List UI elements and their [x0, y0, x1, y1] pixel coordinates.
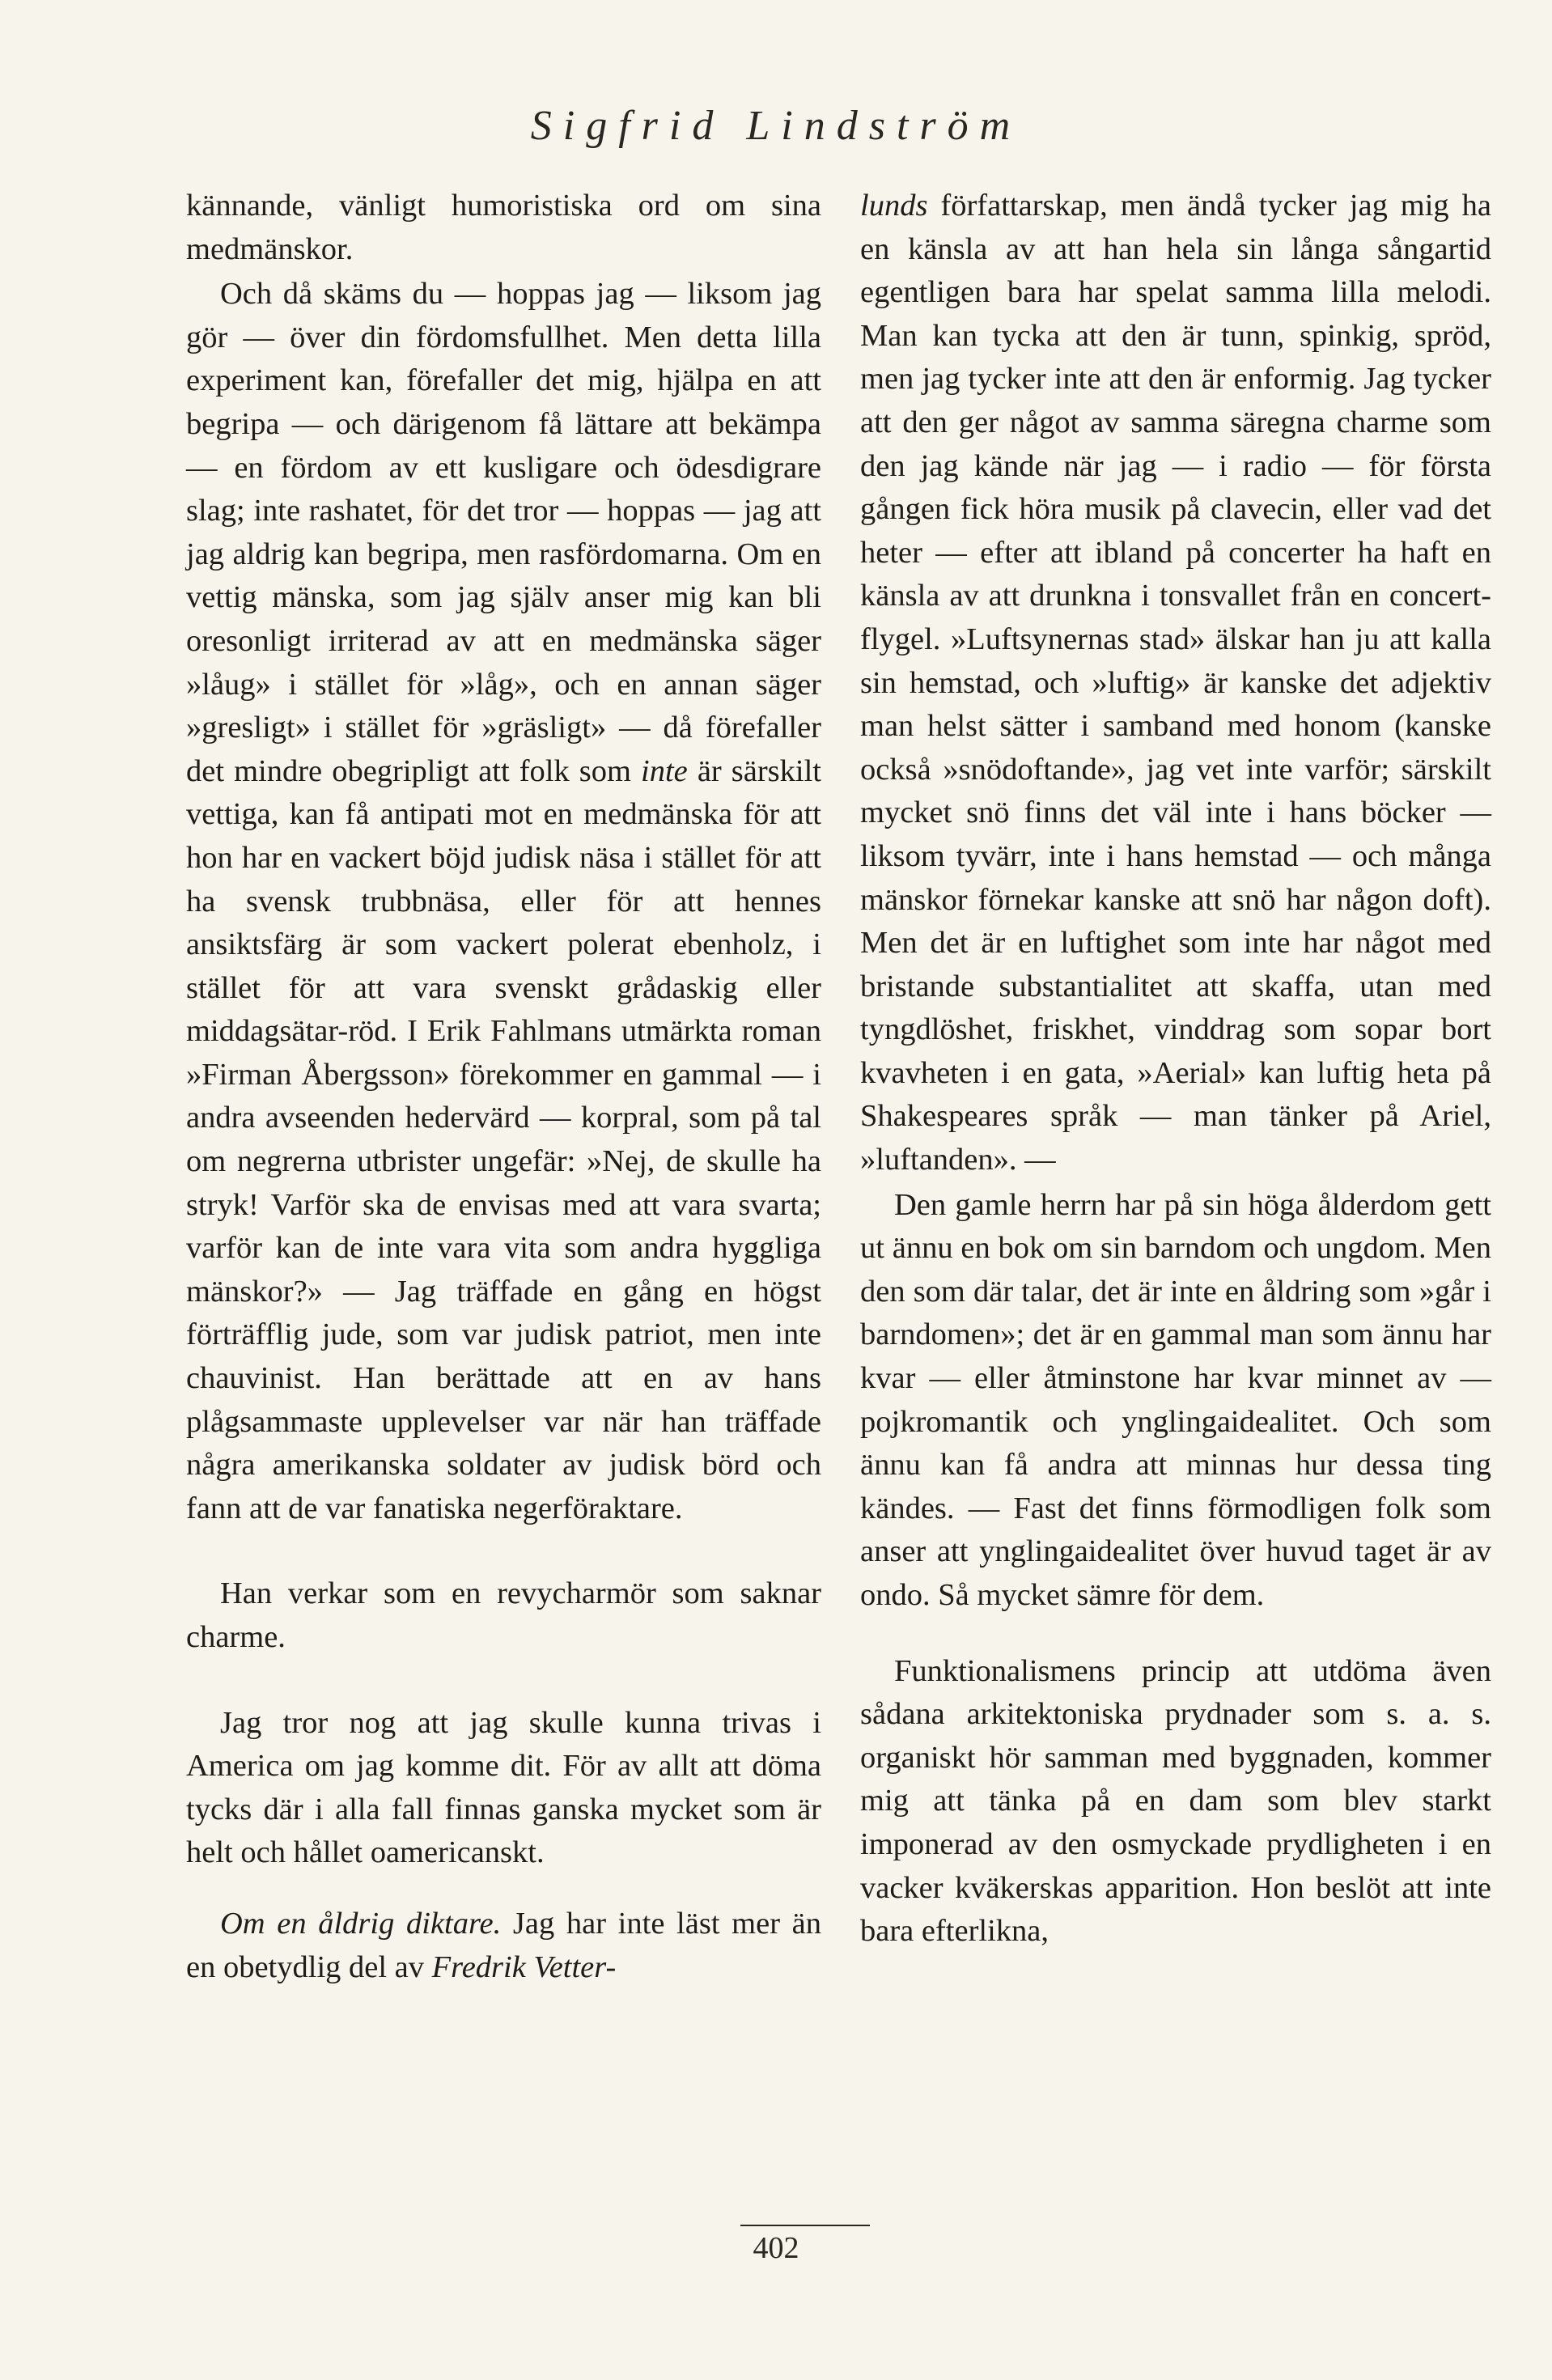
emphasis-text: lunds — [860, 189, 928, 223]
paragraph — [860, 1650, 1491, 1954]
paragraph — [860, 1184, 1491, 1618]
section-heading-text: Om en åldrig diktare. — [220, 1906, 502, 1941]
right-column — [860, 185, 1491, 1954]
paragraph-text: Jag har inte läst mer än en obetydlig del av — [186, 1906, 821, 1984]
paragraph — [186, 1903, 821, 1989]
paragraph — [860, 185, 1491, 1182]
paragraph-text: Och då skäms du — hoppas jag — liksom jag gör — över din fördomsfullhet. Men detta lilla experiment kan, förefaller det mig, hjälpa en att begripa — och därigenom få lättare att bekämpa — en fördom av ett kusligare och ödesdigrare slag; inte rashatet, för det tror — hoppas — jag att jag aldrig kan begripa, men rasfördomarna. Om en vettig mänska, som jag själv anser mig kan bli oresonligt irriterad av att en medmänska säger »låug» i stället för »låg», och en annan säger »gresligt» i stället för »gräsligt» — då förefaller det mindre obegripligt att folk som — [186, 277, 821, 788]
paragraph — [186, 1702, 821, 1875]
left-column — [186, 185, 821, 1989]
paragraph — [186, 185, 821, 271]
emphasis-text: Fredrik Vetter- — [431, 1949, 617, 1984]
paragraph — [186, 273, 821, 1530]
paragraph-text: författarskap, men ändå tycker jag mig ha en känsla av att han hela sin långa sångartid egentligen bara har spelat samma lilla melodi. Man kan tycka att den är tunn, spinkig, spröd, men jag tycker inte att den är enformig. Jag tycker att den ger något av samma säregna charme som den jag kände när jag — i radio — för första gången fick höra musik på clavecin, eller vad det heter — efter att ibland på concerter ha haft en känsla av att drunkna i tonsvallet från en concert-flygel. »Luftsynernas stad» älskar han ju att kalla sin hemstad, och »luftig» är kanske det adjektiv man helst sätter i samband med honom (kanske också »snödoftande», jag vet inte varför; särskilt mycket snö finns det väl inte i hans böcker — liksom tyvärr, inte i hans hemstad — och många mänskor förnekar kanske att snö har någon doft). Men det är en luftighet som inte har något med bristande substantialitet att skaffa, utan med tyngdlöshet, friskhet, vinddrag som sopar bort kvavheten i en gata, »Aerial» kan luftig heta på Shakespeares språk — man tänker på Ariel, »luftanden». — — [860, 189, 1491, 1177]
running-title: Sigfrid Lindström — [530, 103, 1022, 149]
paragraph-text: Funktionalismens princip att utdöma även sådana arkitektoniska prydnader som s. a. s. organiskt hör samman med byggnaden, kommer mig att tänka på en dam som blev starkt imponerad av den osmyckade prydligheten i en vacker kväkerskas apparition. Hon beslöt att inte bara efterlikna, — [860, 1653, 1491, 1949]
emphasis-text: inte — [641, 753, 688, 788]
paragraph-text: är särskilt vettiga, kan få antipati mot en medmänska för att hon har en vackert böjd judisk näsa i stället för att ha svensk trubbnäsa, eller för att hennes ansiktsfärg är som vackert polerat ebenholz, i stället för att vara svenskt grådaskig eller middagsätar-röd. I Erik Fahlmans utmärkta roman »Firman Åbergsson» förekommer en gammal — i andra avseenden hedervärd — korpral, som på tal om negrerna utbrister ungefär: »Nej, de skulle ha stryk! Varför ska de envisas med att vara svarta; varför kan de inte vara vita som andra hyggliga mänskor?» — Jag träffade en gång en högst förträfflig jude, som var judisk patriot, men inte chauvinist. Han berättade att en av hans plågsammaste upplevelser var när han träffade några amerikanska soldater av judisk börd och fann att de var fanatiska negerföraktare. — [186, 753, 821, 1525]
paragraph-text: Den gamle herrn har på sin höga ålderdom gett ut ännu en bok om sin barndom och ungdom. Men den som där talar, det är inte en åldring som »går i barndomen»; det är en gammal man som ännu har kvar — eller åtminstone har kvar minnet av — pojkromantik och ynglingaidealitet. Och som ännu kan få andra att minnas hur dessa ting kändes. — Fast det finns förmodligen folk som anser att ynglingaidealitet över huvud taget är av ondo. Så mycket sämre för dem. — [860, 1187, 1491, 1612]
paragraph-text: kännande, vänligt humoristiska ord om sina medmänskor. — [186, 189, 821, 266]
page-number: 402 — [753, 2231, 799, 2265]
paragraph-text: Jag tror nog att jag skulle kunna trivas i America om jag komme dit. För av allt att döma tycks där i alla fall finnas ganska mycket som är helt och hållet oamericanskt. — [186, 1705, 821, 1870]
paragraph — [186, 1572, 821, 1659]
paragraph-text: Han verkar som en revycharmör som saknar charme. — [186, 1576, 821, 1654]
page-number-rule — [740, 2225, 870, 2226]
